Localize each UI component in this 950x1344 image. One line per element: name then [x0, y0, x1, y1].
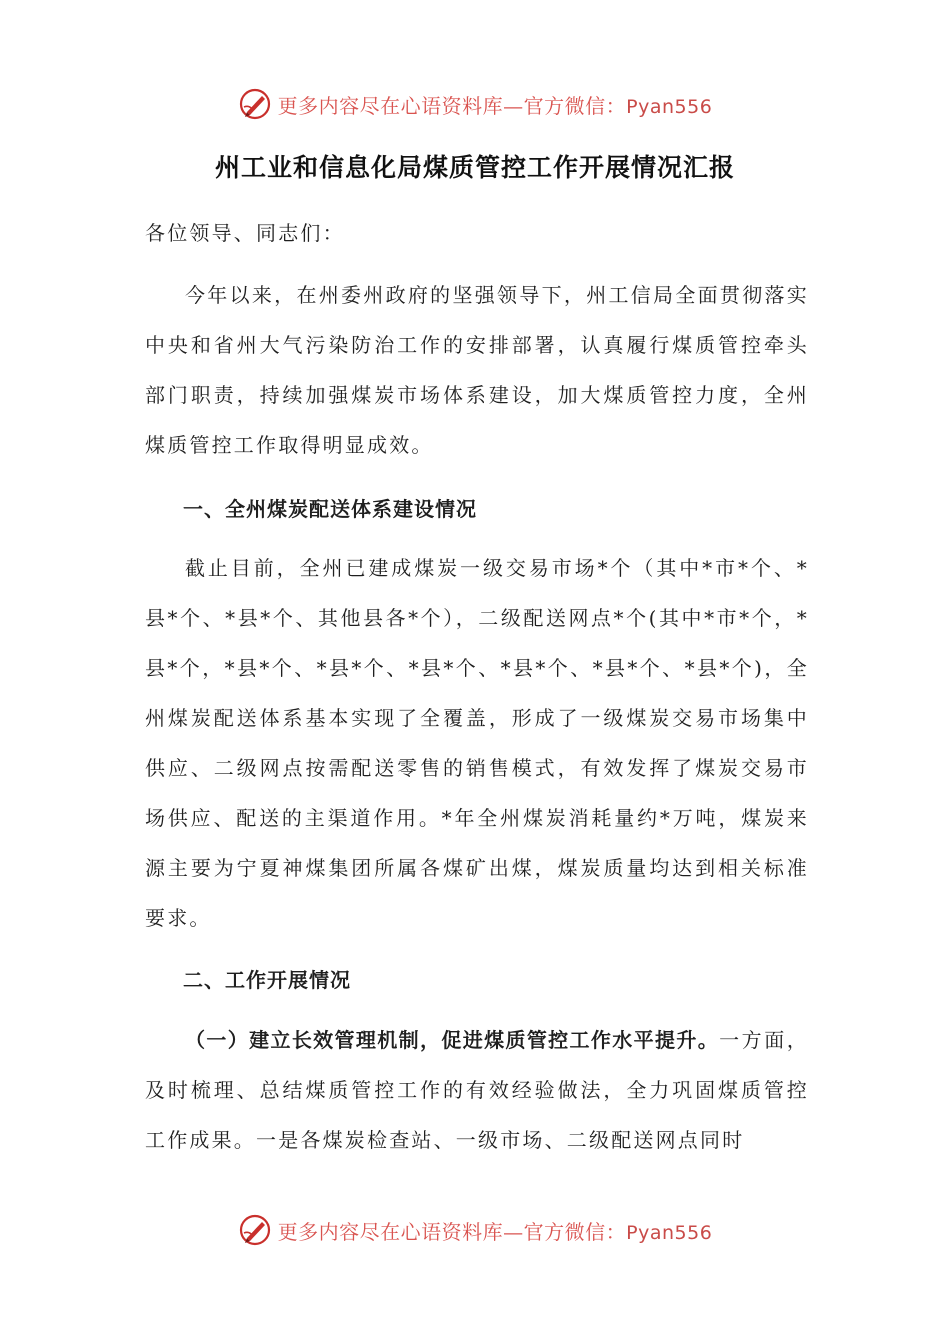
paragraph-distribution: 截止目前，全州已建成煤炭一级交易市场*个（其中*市*个、*县*个、*县*个、其他县各*个），二级配送网点*个(其中*市*个，*县*个，*县*个、*县*个、*县*个、*县*个、*县*个、*县*个)，全州煤炭配送体系基本实现了全覆盖，形成了一级煤炭交易市场集中供应、二级网点按需配送零售的销售模式，有效发挥了煤炭交易市场供应、配送的主渠道作用。*年全州煤炭消耗量约*万吨，煤炭来源主要为宁夏神煤集团所属各煤矿出煤，煤炭质量均达到相关标准要求。	[145, 556, 809, 930]
document-title: 州工业和信息化局煤质管控工作开展情况汇报	[214, 153, 735, 182]
section-heading-1: 一、全州煤炭配送体系建设情况	[183, 497, 477, 521]
pen-logo-icon	[238, 1213, 272, 1247]
paragraph-lead: （一）建立长效管理机制，促进煤质管控工作水平提升。	[185, 1028, 720, 1052]
paragraph-mechanism	[145, 1015, 809, 1165]
watermark-text: 更多内容尽在心语资料库—官方微信：Pyan556	[277, 93, 713, 118]
watermark-text: 更多内容尽在心语资料库—官方微信：Pyan556	[277, 1219, 713, 1244]
paragraph-body: 一方面，及时梳理、总结煤质管控工作的有效经验做法，全力巩固煤质管控工作成果。一是各煤炭检查站、一级市场、二级配送网点同时	[145, 1028, 810, 1152]
pen-logo-icon	[238, 87, 272, 121]
greeting: 各位领导、同志们：	[145, 221, 345, 245]
watermark-banner-top	[0, 82, 950, 126]
section-heading-2: 二、工作开展情况	[183, 968, 351, 992]
paragraph-intro: 今年以来，在州委州政府的坚强领导下，州工信局全面贯彻落实中央和省州大气污染防治工作的安排部署，认真履行煤质管控牵头部门职责，持续加强煤炭市场体系建设，加大煤质管控力度，全州煤质管控工作取得明显成效。	[145, 283, 809, 457]
watermark-banner-bottom	[0, 1208, 950, 1252]
